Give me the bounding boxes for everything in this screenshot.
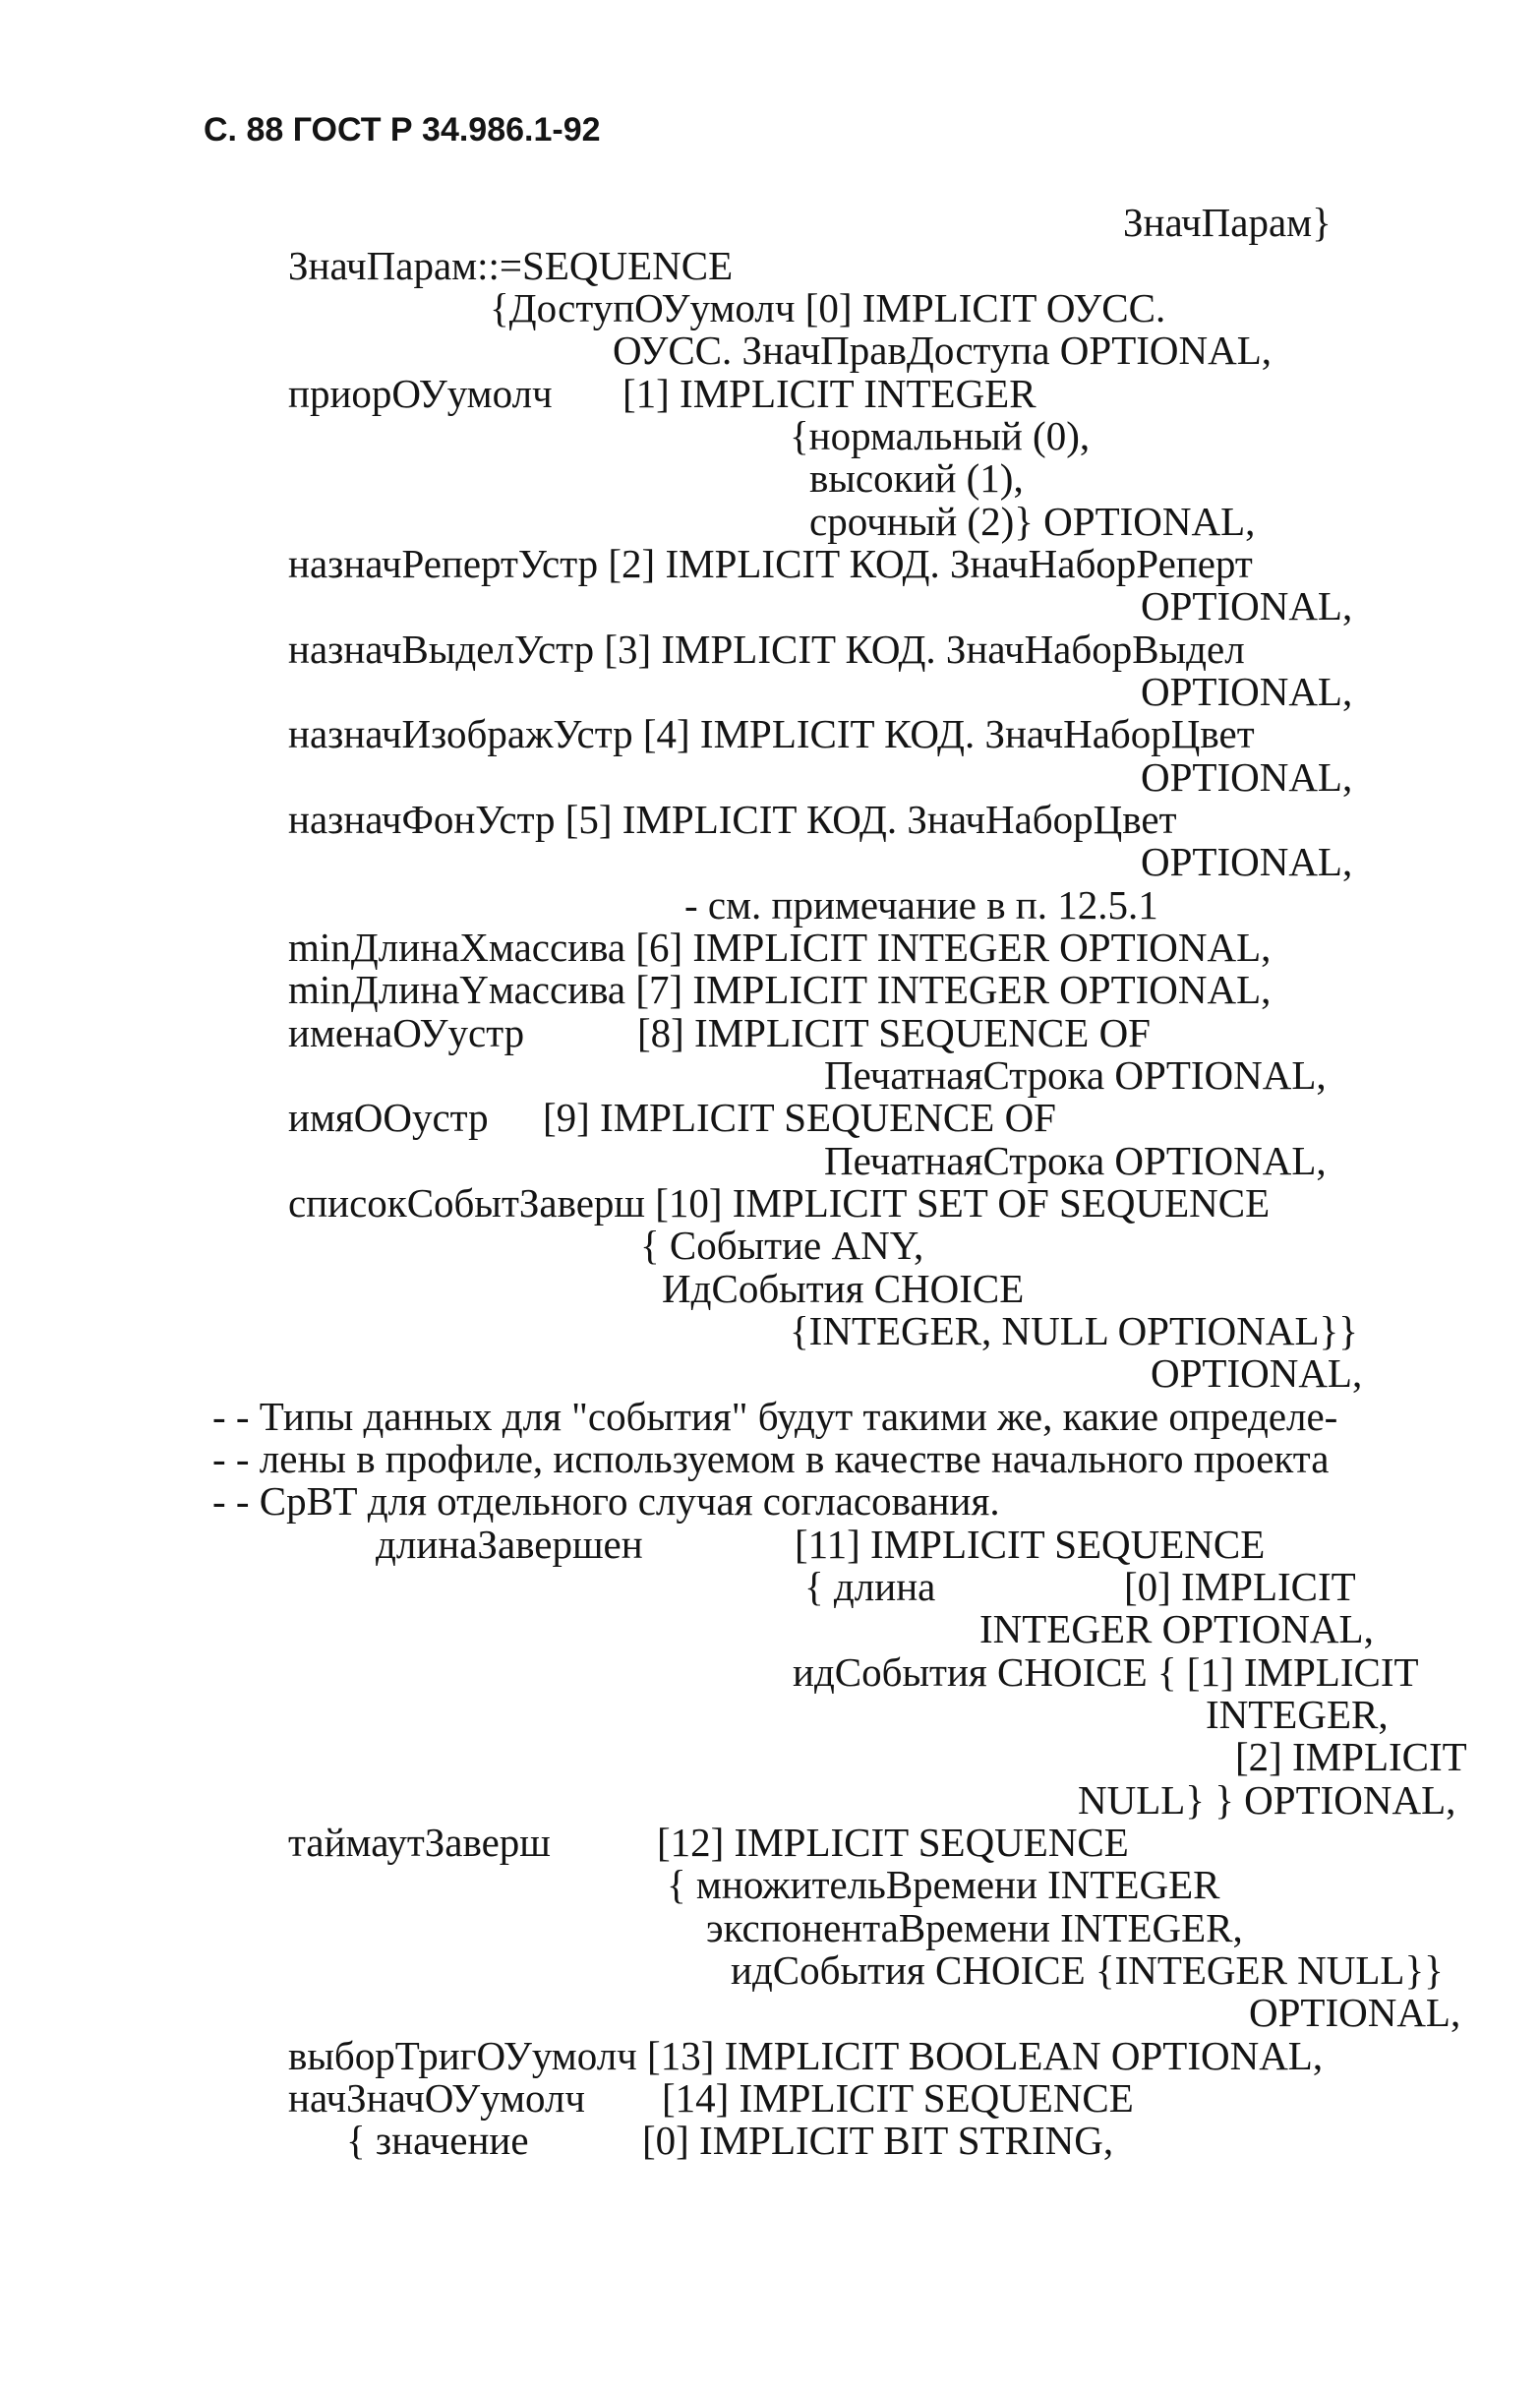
text-line: INTEGER, (1206, 1692, 1389, 1737)
text-line: именаОУустр (288, 1010, 525, 1055)
text-line: - - Типы данных для "события" будут такими же, какие определе- (212, 1394, 1338, 1439)
text-line: ЗначПарам::=SEQUENCE (288, 243, 734, 288)
text-line: - - лены в профиле, используемом в качестве начального проекта (212, 1436, 1330, 1481)
text-line: {INTEGER, NULL OPTIONAL}} (790, 1308, 1358, 1353)
text-line: {ДоступОУумолч [0] IMPLICIT ОУСС. (490, 285, 1166, 330)
text-line: длинаЗавершен (376, 1522, 643, 1567)
text-line: { множительВремени INTEGER (667, 1862, 1220, 1907)
text-line: назначВыделУстр [3] IMPLICIT КОД. ЗначНаборВыдел (288, 627, 1245, 672)
text-line: [12] IMPLICIT SEQUENCE (657, 1820, 1129, 1865)
text-line: экспонентаВремени INTEGER, (706, 1905, 1243, 1950)
text-line: minДлинаYмассива [7] IMPLICIT INTEGER OPTIONAL, (288, 967, 1272, 1012)
text-line: NULL} } OPTIONAL, (1078, 1777, 1456, 1823)
text-line: идСобытия CHOICE {INTEGER NULL}} (731, 1947, 1444, 1993)
text-line: приорОУумолч (288, 371, 553, 416)
text-line: назначИзображУстр [4] IMPLICIT КОД. ЗначНаборЦвет (288, 711, 1255, 756)
text-line: [0] IMPLICIT BIT STRING, (642, 2118, 1114, 2163)
text-line: OPTIONAL, (1249, 1990, 1461, 2035)
text-line: [2] IMPLICIT (1235, 1734, 1467, 1779)
text-line: - - СрВТ для отдельного случая согласования. (212, 1478, 1000, 1524)
text-line: выборТригОУумолч [13] IMPLICIT BOOLEAN OPTIONAL, (288, 2033, 1324, 2078)
text-line: идСобытия CHOICE { [1] IMPLICIT (793, 1649, 1419, 1695)
text-line: {нормальный (0), (790, 413, 1091, 458)
text-line: [8] IMPLICIT SEQUENCE OF (637, 1010, 1151, 1055)
text-line: ОУСС. ЗначПравДоступа OPTIONAL, (613, 328, 1273, 373)
text-line: OPTIONAL, (1141, 839, 1353, 884)
text-line: INTEGER OPTIONAL, (979, 1606, 1374, 1651)
text-line: OPTIONAL, (1141, 669, 1353, 714)
text-line: срочный (2)} OPTIONAL, (809, 499, 1256, 544)
text-line: minДлинаXмассива [6] IMPLICIT INTEGER OPTIONAL, (288, 925, 1272, 970)
text-line: списокСобытЗаверш [10] IMPLICIT SET OF SEQUENCE (288, 1180, 1271, 1226)
text-line: OPTIONAL, (1151, 1350, 1363, 1396)
text-line: ПечатнаяСтрока OPTIONAL, (824, 1138, 1327, 1183)
text-line: ЗначПарам} (1123, 200, 1332, 245)
text-line: [0] IMPLICIT (1124, 1564, 1356, 1609)
text-line: [14] IMPLICIT SEQUENCE (662, 2075, 1134, 2121)
text-line: OPTIONAL, (1141, 583, 1353, 628)
text-line: начЗначОУумолч (288, 2075, 586, 2121)
text-line: [11] IMPLICIT SEQUENCE (795, 1522, 1266, 1567)
text-line: назначРепертУстр [2] IMPLICIT КОД. ЗначНаборРеперт (288, 541, 1253, 586)
text-line: [1] IMPLICIT INTEGER (622, 371, 1037, 416)
text-line: ИдСобытия CHOICE (662, 1266, 1025, 1311)
text-line: { длина (804, 1564, 936, 1609)
text-line: { значение (346, 2118, 529, 2163)
text-line: таймаутЗаверш (288, 1820, 551, 1865)
page-header: С. 88 ГОСТ Р 34.986.1-92 (204, 111, 601, 149)
text-line: { Событие ANY, (640, 1223, 924, 1268)
text-line: высокий (1), (809, 455, 1024, 501)
text-line: назначФонУстр [5] IMPLICIT КОД. ЗначНаборЦвет (288, 797, 1177, 842)
text-line: OPTIONAL, (1141, 754, 1353, 800)
text-line: - см. примечание в п. 12.5.1 (684, 882, 1158, 927)
text-line: ПечатнаяСтрока OPTIONAL, (824, 1052, 1327, 1098)
text-line: имяООустр (288, 1095, 489, 1140)
text-line: [9] IMPLICIT SEQUENCE OF (543, 1095, 1056, 1140)
